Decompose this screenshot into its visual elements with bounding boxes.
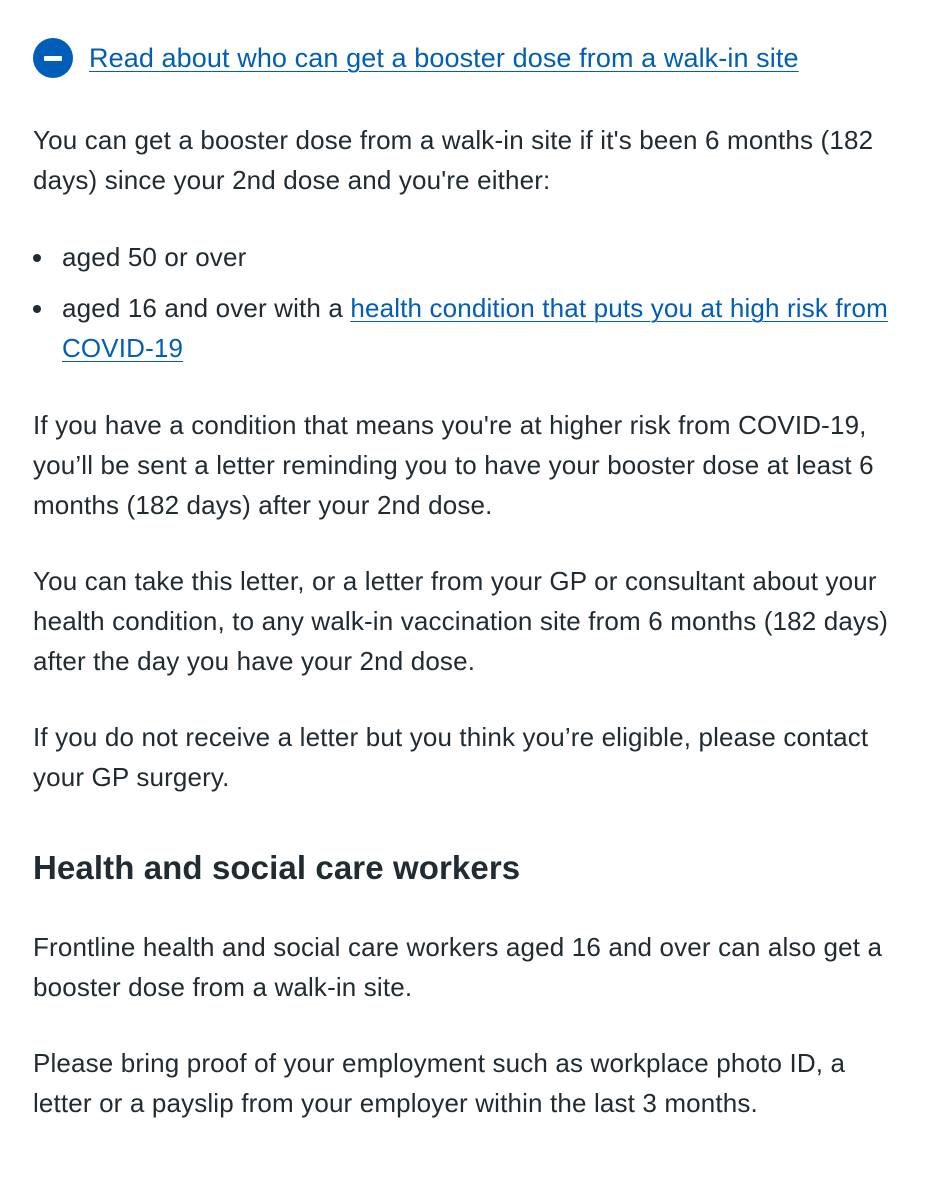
letter-paragraph: If you have a condition that means you're at higher risk from COVID-19, you’ll be sent a letter reminding you to have your booster dose at least 6 months (182 days) after your 2nd dose. [33, 410, 874, 520]
proof-of-employment-paragraph: Please bring proof of your employment such as workplace photo ID, a letter or a payslip from your employer within the last 3 months. [33, 1048, 846, 1118]
intro-paragraph: You can get a booster dose from a walk-in site if it's been 6 months (182 days) since your 2nd dose and you're either: [33, 125, 874, 195]
list-item-text: aged 16 and over with a [62, 293, 351, 323]
no-letter-paragraph: If you do not receive a letter but you think you’re eligible, please contact your GP surgery. [33, 722, 869, 792]
list-item-aged-50 [33, 237, 903, 277]
section-heading: Health and social care workers [33, 849, 521, 886]
frontline-workers-paragraph: Frontline health and social care workers aged 16 and over can also get a booster dose from a walk-in site. [33, 932, 883, 1002]
booster-walk-in-details-link[interactable]: Read about who can get a booster dose from a walk-in site [89, 42, 799, 73]
list-item-text: aged 50 or over [62, 242, 247, 272]
list-item-health-condition [33, 288, 903, 368]
minus-circle-icon[interactable] [33, 38, 73, 78]
high-risk-condition-link[interactable]: health condition that puts you at high risk from COVID-19 [62, 293, 888, 363]
take-letter-paragraph: You can take this letter, or a letter from your GP or consultant about your health condition, to any walk-in vaccination site from 6 months (182 days) after the day you have your 2nd dose. [33, 566, 889, 676]
eligibility-list [33, 237, 903, 368]
details-summary-toggle[interactable] [33, 38, 799, 78]
